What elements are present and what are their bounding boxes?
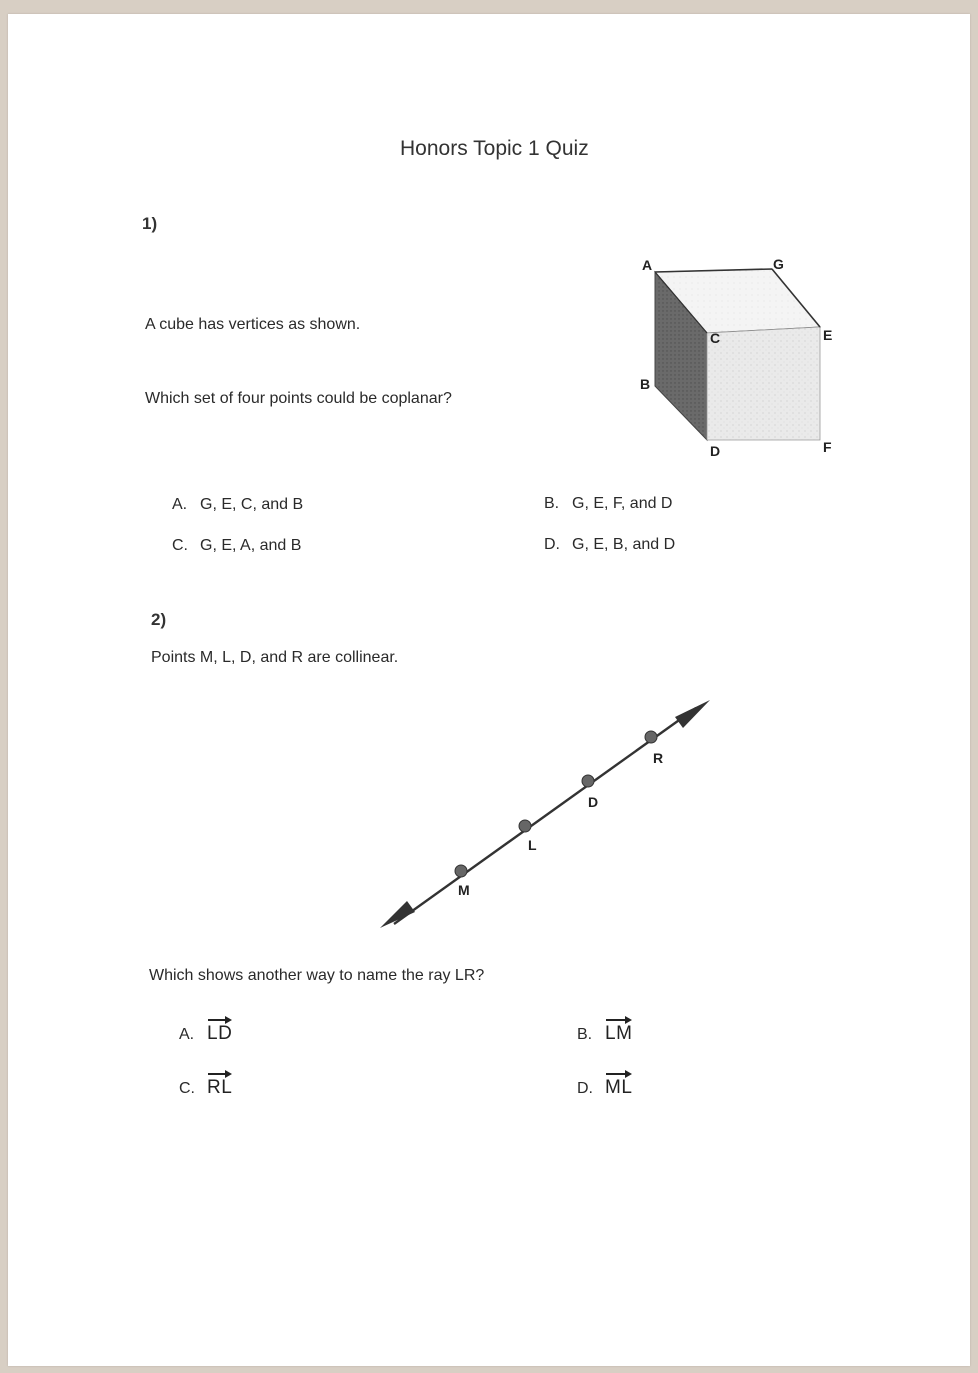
cube-front-face [707,327,820,440]
q2-choice-a[interactable] [179,1016,232,1045]
question-1-prompt: Which set of four points could be coplanar? [145,390,452,407]
question-2-prompt: Which shows another way to name the ray LR? [149,967,485,984]
point-label-d: D [588,794,599,810]
q2-choice-d-letter: D. [577,1080,593,1097]
point-label-m: M [458,882,470,898]
cube-label-c: C [710,330,721,346]
cube-label-f: F [823,439,832,455]
point-label-r: R [653,750,664,766]
collinear-line-figure [370,690,720,940]
q1-choice-a[interactable] [172,496,303,514]
q1-choice-d-text: G, E, B, and D [572,536,676,553]
q1-choice-c-text: G, E, A, and B [200,537,302,554]
q2-choice-c-ray: RL [207,1070,232,1099]
q1-choice-a-letter: A. [172,496,188,513]
cube-label-g: G [773,256,784,272]
cube-figure [630,250,850,465]
q2-choice-c[interactable] [179,1070,232,1099]
q1-choice-d-letter: D. [544,536,560,553]
q1-choice-a-text: G, E, C, and B [200,496,304,513]
q2-choice-d-ray: ML [605,1070,632,1099]
cube-label-b: B [640,376,651,392]
question-2-intro: Points M, L, D, and R are collinear. [151,649,399,666]
cube-label-e: E [823,327,833,343]
q2-choice-c-letter: C. [179,1080,195,1097]
line-arrow-right [675,700,710,728]
point-d [582,775,594,787]
q1-choice-b[interactable] [544,495,672,513]
cube-label-d: D [710,443,721,459]
q2-choice-b[interactable] [577,1016,632,1045]
q2-choice-a-letter: A. [179,1026,195,1043]
point-r [645,731,657,743]
q1-choice-b-letter: B. [544,495,560,512]
q1-choice-b-text: G, E, F, and D [572,495,673,512]
q1-choice-c-letter: C. [172,537,188,554]
question-1-number: 1) [142,214,158,233]
line-arrow-left [380,901,415,928]
q2-choice-d[interactable] [577,1070,632,1099]
point-label-l: L [528,837,537,853]
q2-choice-b-ray: LM [605,1016,632,1045]
question-1-intro: A cube has vertices as shown. [145,316,361,333]
q1-choice-c[interactable] [172,537,301,555]
page-title: Honors Topic 1 Quiz [400,137,589,160]
point-m [455,865,467,877]
cube-label-a: A [642,257,653,273]
q2-choice-b-letter: B. [577,1026,593,1043]
q1-choice-d[interactable] [544,536,675,554]
question-2-number: 2) [151,610,167,629]
q2-choice-a-ray: LD [207,1016,232,1045]
point-l [519,820,531,832]
